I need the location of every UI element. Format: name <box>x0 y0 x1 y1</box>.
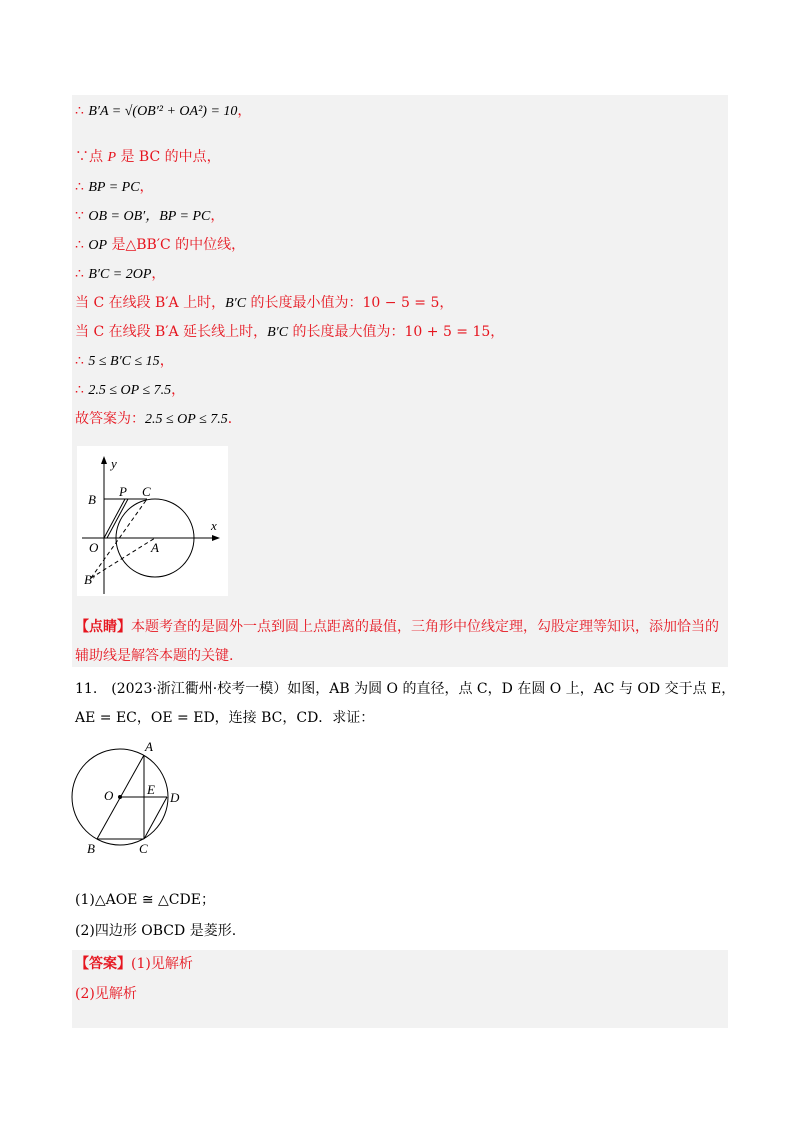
center-point-o <box>118 795 122 799</box>
solution-line-6: ∴ B′C = 2OP， <box>75 266 166 282</box>
figure-coordinate-circle <box>77 446 228 596</box>
y-axis-arrow <box>101 456 107 464</box>
label-o: O <box>104 788 114 803</box>
solution-line-4: ∵ OB = OB′，BP = PC， <box>75 208 225 224</box>
label-e: E <box>147 782 155 797</box>
label-o: O <box>89 540 99 555</box>
comment-text-1: 本题考查的是圆外一点到圆上点距离的最值，三角形中位线定理，勾股定理等知识，添加恰当的 <box>131 619 719 635</box>
x-axis-arrow <box>212 535 220 541</box>
answer-text-1: (1)见解析 <box>131 956 193 972</box>
solution-line-7: 当 C 在线段 B′A 上时，B′C 的长度最小值为：10 − 5 = 5， <box>75 295 454 311</box>
problem-part-1: (1)△AOE ≅ △CDE； <box>75 892 215 908</box>
solution-line-11: 故答案为：2.5 ≤ OP ≤ 7.5． <box>75 411 242 427</box>
problem-line-1: 11. (2023·浙江衢州·校考一模）如图，AB 为圆 O 的直径，点 C，D 在圆 O 上，AC 与 OD 交于点 E， <box>75 681 736 697</box>
solution-line-1: ∴ B′A = √(OB′² + OA²) = 10， <box>75 103 252 119</box>
figure-coordinate-svg <box>77 446 228 596</box>
label-d: D <box>170 790 180 805</box>
solution-line-10: ∴ 2.5 ≤ OP ≤ 7.5， <box>75 382 186 398</box>
segment-b-prime-a <box>91 538 155 578</box>
segment-op-parallel <box>107 499 128 538</box>
problem-part-2: (2)四边形 OBCD 是菱形. <box>75 923 237 939</box>
solution-line-8: 当 C 在线段 B′A 延长线上时，B′C 的长度最大值为：10 + 5 = 15， <box>75 324 505 340</box>
figure-circle-rhombus <box>70 738 185 858</box>
figure-rhombus-svg <box>70 738 185 858</box>
label-b-prime: B′ <box>84 572 95 587</box>
label-b: B <box>88 492 96 507</box>
problem-line-2: AE = EC，OE = ED，连接 BC，CD．求证： <box>75 710 375 726</box>
label-a: A <box>151 540 159 555</box>
answer-line-1 <box>75 954 193 974</box>
answer-tag: 【答案】 <box>75 956 131 972</box>
comment-tag: 【点睛】 <box>75 619 131 635</box>
solution-line-9: ∴ 5 ≤ B′C ≤ 15， <box>75 353 174 369</box>
comment-line-1 <box>75 617 719 637</box>
label-y: y <box>111 456 117 471</box>
label-a: A <box>145 739 153 754</box>
segment-op <box>104 499 125 538</box>
answer-line-2: (2)见解析 <box>75 986 137 1002</box>
comment-line-2: 辅助线是解答本题的关键. <box>75 648 234 664</box>
label-p: P <box>119 484 127 499</box>
label-x: x <box>211 518 217 533</box>
solution-line-2: ∵点 P 是 BC 的中点， <box>75 149 221 165</box>
label-b: B <box>87 841 95 856</box>
solution-line-3: ∴ BP = PC， <box>75 179 154 195</box>
label-c: C <box>139 841 148 856</box>
label-c: C <box>142 484 151 499</box>
solution-line-5: ∴ OP 是△BB′C 的中位线， <box>75 237 246 253</box>
